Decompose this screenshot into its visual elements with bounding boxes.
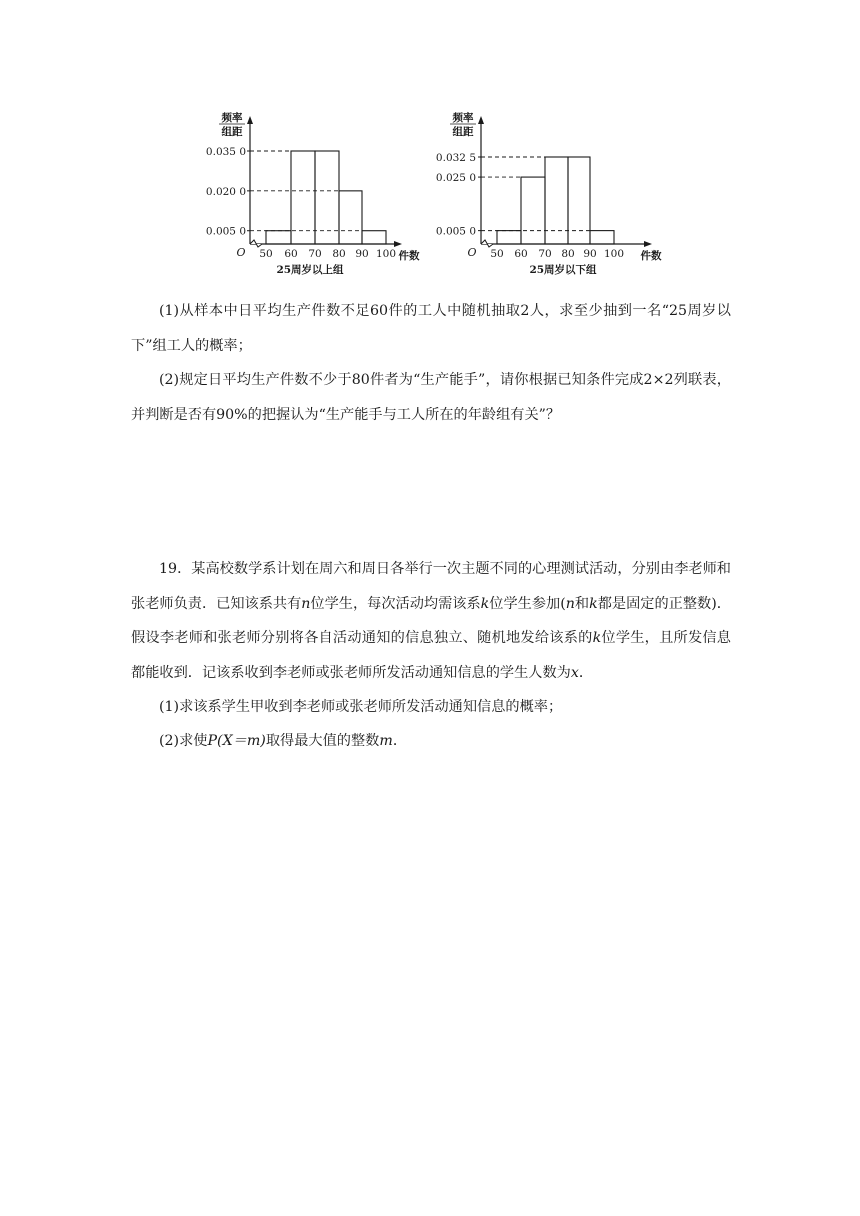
q18-part1: (1)从样本中日平均生产件数不足60件的工人中随机抽取2人，求至少抽到一名“25周岁以下”组工人的概率； [131, 303, 731, 354]
q18-part2: (2)规定日平均生产件数不少于80件者为“生产能手”，请你根据已知条件完成2×2列联表，并判断是否有90%的把握认为“生产能手与工人所在的年龄组有关”？ [131, 372, 731, 423]
histogram-bar [521, 177, 545, 244]
y-label-top: 频率 [221, 112, 243, 124]
chart-title: 25周岁以下组 [529, 264, 597, 276]
x-tick-label: 60 [514, 248, 528, 260]
x-tick-label: 100 [375, 248, 397, 260]
x-tick-label: 70 [538, 248, 552, 260]
q19-text-g: ． [578, 664, 594, 681]
y-tick-label: 0.005 0 [435, 225, 476, 238]
x-tick-label: 70 [308, 248, 322, 260]
x-tick-label: 50 [259, 248, 273, 260]
q19-text-e: 都是固定的正整数)．假设李老师和张老师分别将各自活动通知的信息独立、随机地发给该系的 [131, 595, 731, 646]
var-n: n [301, 595, 311, 612]
prob-expression: P(X＝m) [207, 733, 266, 749]
y-tick-label: 0.020 0 [205, 185, 246, 198]
histogram-bar [315, 151, 339, 244]
histogram-bar [545, 157, 568, 244]
histograms-svg [0, 0, 860, 290]
origin-label: O [467, 246, 477, 259]
var-m: m [379, 733, 393, 749]
q19-text-f: 位学生，且所发信息都能收到．记该系收到李老师或张老师所发活动通知信息的学生人数为 [131, 630, 731, 681]
histogram-bar [497, 231, 521, 244]
histogram-figures [0, 0, 860, 290]
y-axis-arrow [478, 116, 484, 124]
x-axis-arrow [644, 241, 652, 247]
x-tick-label: 90 [355, 248, 369, 260]
y-tick-label: 0.032 5 [435, 152, 476, 164]
x-tick-label: 100 [603, 248, 625, 260]
x-axis-label: 件数 [398, 250, 420, 262]
chart-title: 25周岁以上组 [276, 264, 344, 276]
x-tick-label: 60 [284, 248, 298, 260]
q19-stem [131, 552, 731, 690]
q19-text-d: 和 [574, 595, 590, 612]
q19-part2-c: ． [392, 733, 408, 749]
var-x: x [570, 664, 579, 681]
x-axis-arrow [394, 241, 402, 247]
var-k: k [592, 630, 602, 646]
y-label-top: 频率 [452, 112, 474, 124]
y-axis-arrow [247, 116, 253, 124]
x-tick-label: 50 [490, 248, 504, 260]
histogram-bar [266, 231, 291, 244]
y-tick-label: 0.025 0 [435, 172, 476, 185]
q19-text-c: 位学生参加( [489, 595, 566, 612]
y-tick-label: 0.035 0 [205, 146, 246, 158]
origin-label: O [236, 246, 246, 259]
histogram-bar [590, 231, 614, 244]
q19-part2 [131, 724, 731, 759]
q19-part2-a: (2)求使 [159, 733, 208, 749]
var-n: n [565, 595, 575, 612]
x-tick-label: 80 [561, 248, 575, 260]
var-k: k [589, 595, 598, 612]
histogram-bar [291, 151, 315, 244]
y-label-bottom: 组距 [452, 126, 474, 138]
y-tick-label: 0.005 0 [205, 225, 246, 238]
var-k: k [480, 595, 490, 612]
y-label-bottom: 组距 [221, 126, 243, 138]
q19-text-b: 位学生，每次活动均需该系 [310, 595, 481, 612]
q19-part1: (1)求该系学生甲收到李老师或张老师所发活动通知信息的概率； [159, 699, 563, 715]
x-tick-label: 80 [332, 248, 346, 260]
x-tick-label: 90 [583, 248, 597, 260]
histogram-bar [339, 191, 362, 244]
histogram-bar [362, 231, 386, 244]
x-axis-label: 件数 [640, 250, 662, 262]
q19-part2-b: 取得最大值的整数 [265, 733, 380, 749]
q19-text-a: 19．某高校数学系计划在周六和周日各举行一次主题不同的心理测试活动，分别由李老师和张老师负责．已知该系共有 [131, 561, 731, 612]
